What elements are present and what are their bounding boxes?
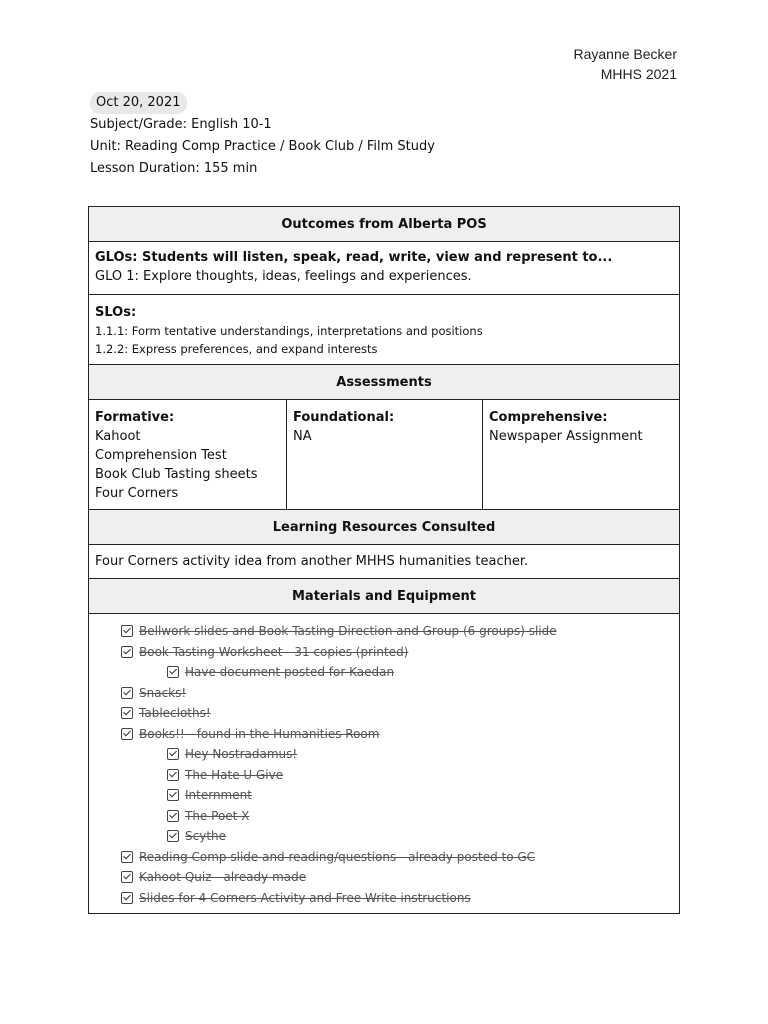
foundational-item: NA [293,429,312,444]
formative-item: Comprehension Test [95,448,227,463]
checkbox-checked-icon[interactable] [167,748,179,760]
date-chip[interactable]: Oct 20, 2021 [90,92,187,114]
checkbox-checked-icon[interactable] [121,687,133,699]
lesson-duration: Lesson Duration: 155 min [90,161,258,176]
formative-item: Four Corners [95,486,179,501]
checklist-item [95,785,673,806]
checklist-item-text: Slides for 4 Corners Activity and Free Write instructions [139,890,471,905]
checklist-item [95,765,673,786]
outcomes-header: Outcomes from Alberta POS [89,207,680,242]
checkbox-checked-icon[interactable] [121,646,133,658]
slo-title: SLOs: [95,305,137,320]
slo-cell [89,295,680,365]
checkbox-checked-icon[interactable] [167,666,179,678]
slo-item: 1.2.2: Express preferences, and expand interests [95,342,378,356]
checklist-item [95,847,673,868]
checklist-item-text: Internment [185,788,252,802]
resources-text: Four Corners activity idea from another MHHS humanities teacher. [89,545,680,579]
checklist-item-text: Bellwork slides and Book Tasting Direction and Group (6 groups) slide [139,624,557,638]
foundational-title: Foundational: [293,410,395,425]
checklist-item [95,826,673,847]
checkbox-checked-icon[interactable] [121,625,133,637]
checklist-item [95,744,673,765]
checklist-item-text: Books!! - found in the Humanities Room [139,726,380,741]
materials-header: Materials and Equipment [89,579,680,614]
checklist-item [95,642,673,663]
glo-text: GLO 1: Explore thoughts, ideas, feelings and experiences. [95,269,472,284]
comprehensive-item: Newspaper Assignment [489,429,643,444]
materials-checklist [95,621,673,908]
lesson-plan-table [88,206,680,914]
checklist-item-text: Reading Comp slide and reading/questions - already posted to GC [139,849,536,864]
glo-cell [89,242,680,295]
lesson-meta [90,92,435,180]
author-school: MHHS 2021 [600,66,677,82]
checkbox-checked-icon[interactable] [167,769,179,781]
checklist-item-text: Book Tasting Worksheet - 31 copies (printed) [139,644,409,659]
comprehensive-cell [483,400,680,510]
checklist-item [95,724,673,745]
checkbox-checked-icon[interactable] [121,851,133,863]
foundational-cell [287,400,483,510]
checklist-item [95,703,673,724]
checkbox-checked-icon[interactable] [121,728,133,740]
author-name: Rayanne Becker [573,46,677,62]
resources-header: Learning Resources Consulted [89,510,680,545]
checklist-item-text: Scythe [185,829,227,843]
checklist-item [95,806,673,827]
checklist-item-text: Kahoot Quiz - already made [139,870,307,884]
glo-title: GLOs: Students will listen, speak, read, write, view and represent to... [95,250,613,265]
formative-title: Formative: [95,410,175,425]
checklist-item [95,621,673,642]
checkbox-checked-icon[interactable] [121,707,133,719]
checkbox-checked-icon[interactable] [121,892,133,904]
checklist-item [95,888,673,909]
checklist-item-text: Have document posted for Kaedan [185,665,395,679]
formative-item: Kahoot [95,429,141,444]
formative-cell [89,400,287,510]
checkbox-checked-icon[interactable] [121,871,133,883]
checklist-item-text: The Poet X [185,808,250,823]
checklist-item-text: The Hate U Give [185,767,284,782]
checklist-item-text: Snacks! [139,685,187,700]
subject-grade: Subject/Grade: English 10-1 [90,117,272,132]
checkbox-checked-icon[interactable] [167,830,179,842]
checklist-item [95,662,673,683]
author-block [573,44,677,84]
checklist-item-text: Hey Nostradamus! [185,747,298,761]
comprehensive-title: Comprehensive: [489,410,608,425]
assessments-header: Assessments [89,365,680,400]
checklist-item [95,867,673,888]
checkbox-checked-icon[interactable] [167,789,179,801]
checkbox-checked-icon[interactable] [167,810,179,822]
materials-cell [89,614,680,914]
checklist-item [95,683,673,704]
formative-item: Book Club Tasting sheets [95,467,258,482]
slo-item: 1.1.1: Form tentative understandings, interpretations and positions [95,324,483,338]
unit: Unit: Reading Comp Practice / Book Club / Film Study [90,139,435,154]
checklist-item-text: Tablecloths! [139,706,211,720]
